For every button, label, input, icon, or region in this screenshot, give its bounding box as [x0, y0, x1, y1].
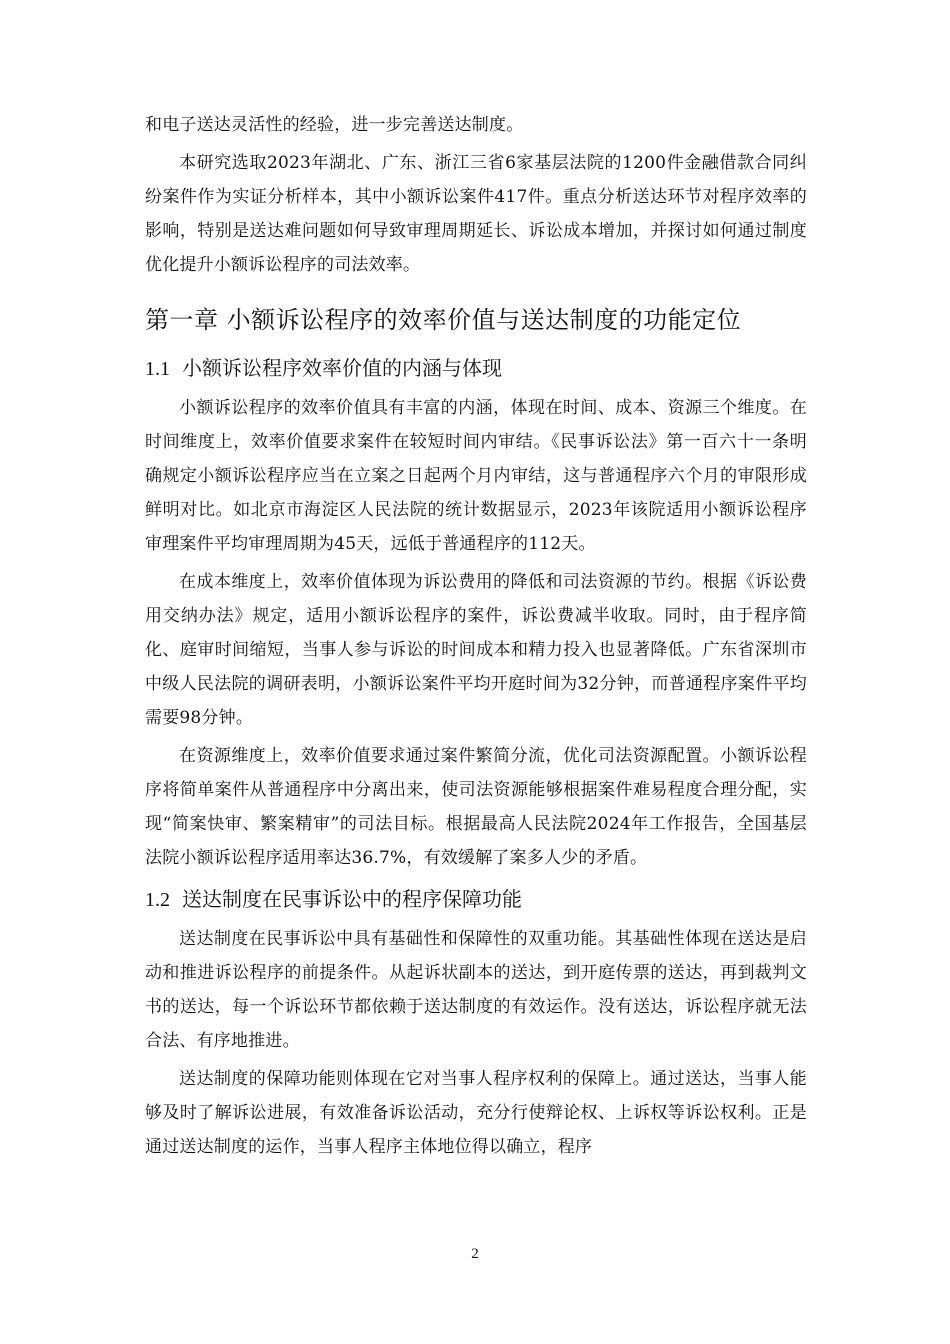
section-title: 送达制度在民事诉讼中的程序保障功能	[182, 887, 522, 911]
section-number: 1.2	[145, 889, 170, 911]
intro-paragraph-continued: 和电子送达灵活性的经验，进一步完善送达制度。	[145, 115, 524, 135]
chapter-title: 第一章 小额诉讼程序的效率价值与送达制度的功能定位	[145, 306, 742, 334]
page-number: 2	[471, 1246, 479, 1262]
intro-paragraph-research-sample: 本研究选取2023年湖北、广东、浙江三省6家基层法院的1200件金融借款合同纠纷案件作为实证分析样本，其中小额诉讼案件417件。重点分析送达环节对程序效率的影响，特别是送达难问题如何导致审理周期延长、诉讼成本增加，并探讨如何通过制度优化提升小额诉讼程序的司法效率。	[145, 153, 807, 275]
paragraph-service-basic-function: 送达制度在民事诉讼中具有基础性和保障性的双重功能。其基础性体现在送达是启动和推进诉讼程序的前提条件。从起诉状副本的送达，到开庭传票的送达，再到裁判文书的送达，每一个诉讼环节都依赖于送达制度的有效运作。没有送达，诉讼程序就无法合法、有序地推进。	[145, 929, 807, 1051]
paragraph-time-dimension: 小额诉讼程序的效率价值具有丰富的内涵，体现在时间、成本、资源三个维度。在时间维度上，效率价值要求案件在较短时间内审结。《民事诉讼法》第一百六十一条明确规定小额诉讼程序应当在立案之日起两个月内审结，这与普通程序六个月的审限形成鲜明对比。如北京市海淀区人民法院的统计数据显示，2023年该院适用小额诉讼程序审理案件平均审理周期为45天，远低于普通程序的112天。	[145, 398, 807, 554]
paragraph-resource-dimension: 在资源维度上，效率价值要求通过案件繁简分流，优化司法资源配置。小额诉讼程序将简单案件从普通程序中分离出来，使司法资源能够根据案件难易程度合理分配，实现“简案快审、繁案精审”的司法目标。根据最高人民法院2024年工作报告，全国基层法院小额诉讼程序适用率达36.7%，有效缓解了案多人少的矛盾。	[145, 746, 807, 868]
section-heading-1-1	[145, 350, 807, 387]
section-number: 1.1	[145, 358, 170, 380]
paragraph-service-guarantee-function: 送达制度的保障功能则体现在它对当事人程序权利的保障上。通过送达，当事人能够及时了解诉讼进展，有效准备诉讼活动，充分行使辩论权、上诉权等诉讼权利。正是通过送达制度的运作，当事人程序主体地位得以确立，程序	[145, 1069, 807, 1157]
section-heading-1-2	[145, 881, 807, 918]
paragraph-cost-dimension: 在成本维度上，效率价值体现为诉讼费用的降低和司法资源的节约。根据《诉讼费用交纳办法》规定，适用小额诉讼程序的案件，诉讼费减半收取。同时，由于程序简化、庭审时间缩短，当事人参与诉讼的时间成本和精力投入也显著降低。广东省深圳市中级人民法院的调研表明，小额诉讼案件平均开庭时间为32分钟，而普通程序案件平均需要98分钟。	[145, 572, 807, 728]
document-body	[145, 108, 807, 1168]
section-title: 小额诉讼程序效率价值的内涵与体现	[182, 356, 502, 380]
